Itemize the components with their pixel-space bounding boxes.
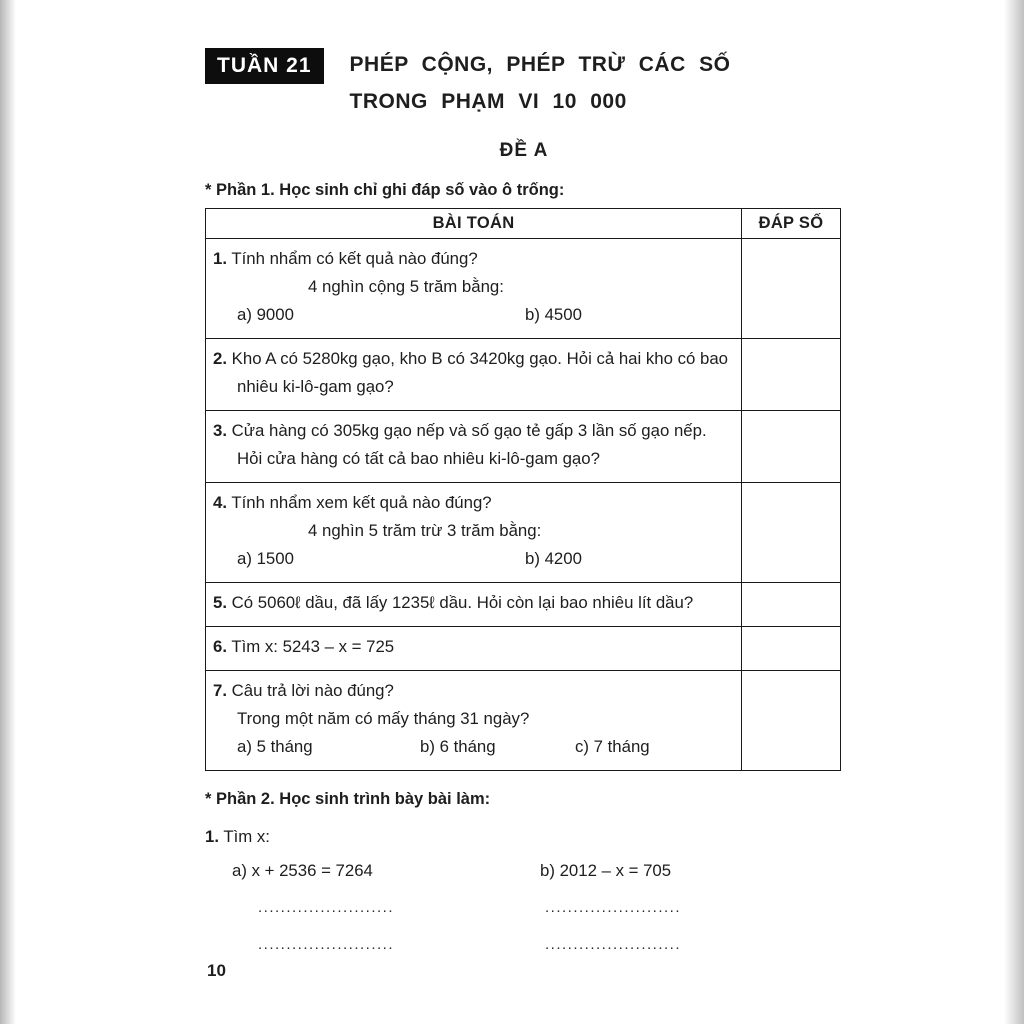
page-content xyxy=(205,46,843,959)
problem-5-cell xyxy=(206,583,742,627)
answer-dots: ........................ xyxy=(545,899,682,916)
problem-row xyxy=(206,239,841,339)
option-a: a) 5 tháng xyxy=(237,737,313,756)
problem-subtext: 4 nghìn cộng 5 trăm bằng: xyxy=(308,277,504,296)
answer-cell xyxy=(742,583,841,627)
answer-cell xyxy=(742,239,841,339)
lesson-title xyxy=(350,46,731,120)
problem-3-cell xyxy=(206,411,742,483)
option-b: b) 4200 xyxy=(525,549,582,568)
problem-number: 5. xyxy=(213,593,227,612)
problem-row xyxy=(206,483,841,583)
problem-options xyxy=(213,301,731,329)
option-a: a) 1500 xyxy=(237,549,294,568)
column-header-problems: BÀI TOÁN xyxy=(206,209,742,239)
problem-row xyxy=(206,339,841,411)
table-header-row xyxy=(206,209,841,239)
equation-b: b) 2012 – x = 705 xyxy=(540,861,672,880)
problem-4-cell xyxy=(206,483,742,583)
problem-6-cell xyxy=(206,627,742,671)
problem-subtext: 4 nghìn 5 trăm trừ 3 trăm bằng: xyxy=(308,521,542,540)
exercise-number: 1. xyxy=(205,827,219,846)
problem-subtext: Trong một năm có mấy tháng 31 ngày? xyxy=(237,709,530,728)
part1-heading: * Phần 1. Học sinh chỉ ghi đáp số vào ô trống: xyxy=(205,181,565,199)
problem-text: Tìm x: 5243 – x = 725 xyxy=(231,637,395,656)
problem-text: Có 5060ℓ dầu, đã lấy 1235ℓ dầu. Hỏi còn lại bao nhiêu lít dầu? xyxy=(231,593,694,612)
option-b: b) 6 tháng xyxy=(420,737,496,756)
problem-text: Cửa hàng có 305kg gạo nếp và số gạo tẻ gấp 3 lần số gạo nếp. Hỏi cửa hàng có tất cả bao nhiêu ki-lô-gam gạo? xyxy=(231,421,707,468)
problem-7-cell xyxy=(206,671,742,771)
lesson-header xyxy=(205,46,843,120)
test-variant-label: ĐỀ A xyxy=(499,140,549,161)
lesson-title-line1: PHÉP CỘNG, PHÉP TRỪ CÁC SỐ xyxy=(349,53,731,76)
problem-row xyxy=(206,671,841,771)
scan-edge-right xyxy=(1004,0,1024,1024)
problem-2-cell xyxy=(206,339,742,411)
exercise-label: Tìm x: xyxy=(223,827,270,846)
problem-number: 4. xyxy=(213,493,227,512)
problem-text: Tính nhẩm có kết quả nào đúng? xyxy=(231,249,478,268)
option-a: a) 9000 xyxy=(237,305,294,324)
problem-text: Tính nhẩm xem kết quả nào đúng? xyxy=(231,493,492,512)
answer-cell xyxy=(742,627,841,671)
equation-a: a) x + 2536 = 7264 xyxy=(232,861,373,880)
column-header-answers: ĐÁP SỐ xyxy=(742,209,841,239)
problem-options xyxy=(213,545,731,573)
problem-number: 1. xyxy=(213,249,227,268)
answer-dots: ........................ xyxy=(258,899,395,916)
part2-section xyxy=(205,785,843,959)
option-b: b) 4500 xyxy=(525,305,582,324)
problem-number: 6. xyxy=(213,637,227,656)
problem-text: Kho A có 5280kg gạo, kho B có 3420kg gạo. Hỏi cả hai kho có bao nhiêu ki-lô-gam gạo? xyxy=(231,349,729,396)
part2-heading: * Phần 2. Học sinh trình bày bài làm: xyxy=(205,790,491,808)
answer-cell xyxy=(742,483,841,583)
answer-cell xyxy=(742,671,841,771)
problem-row xyxy=(206,627,841,671)
answer-dots-row xyxy=(258,931,843,959)
answer-dots-row xyxy=(258,894,843,922)
problem-row xyxy=(206,583,841,627)
answer-cell xyxy=(742,411,841,483)
lesson-title-line2: TRONG PHẠM VI 10 000 xyxy=(349,90,627,113)
problem-1-cell xyxy=(206,239,742,339)
exercise-1 xyxy=(205,823,843,851)
answer-dots: ........................ xyxy=(545,936,682,953)
problems-table xyxy=(205,208,841,771)
problem-row xyxy=(206,411,841,483)
answer-dots: ........................ xyxy=(258,936,395,953)
page-number: 10 xyxy=(207,961,226,980)
problem-text: Câu trả lời nào đúng? xyxy=(231,681,394,700)
answer-cell xyxy=(742,339,841,411)
exercise-equations xyxy=(232,857,843,885)
option-c: c) 7 tháng xyxy=(575,737,650,756)
problem-options xyxy=(213,733,731,761)
problem-number: 2. xyxy=(213,349,227,368)
week-badge: TUẦN 21 xyxy=(205,48,324,84)
problem-number: 3. xyxy=(213,421,227,440)
problem-number: 7. xyxy=(213,681,227,700)
scan-edge-left xyxy=(0,0,16,1024)
